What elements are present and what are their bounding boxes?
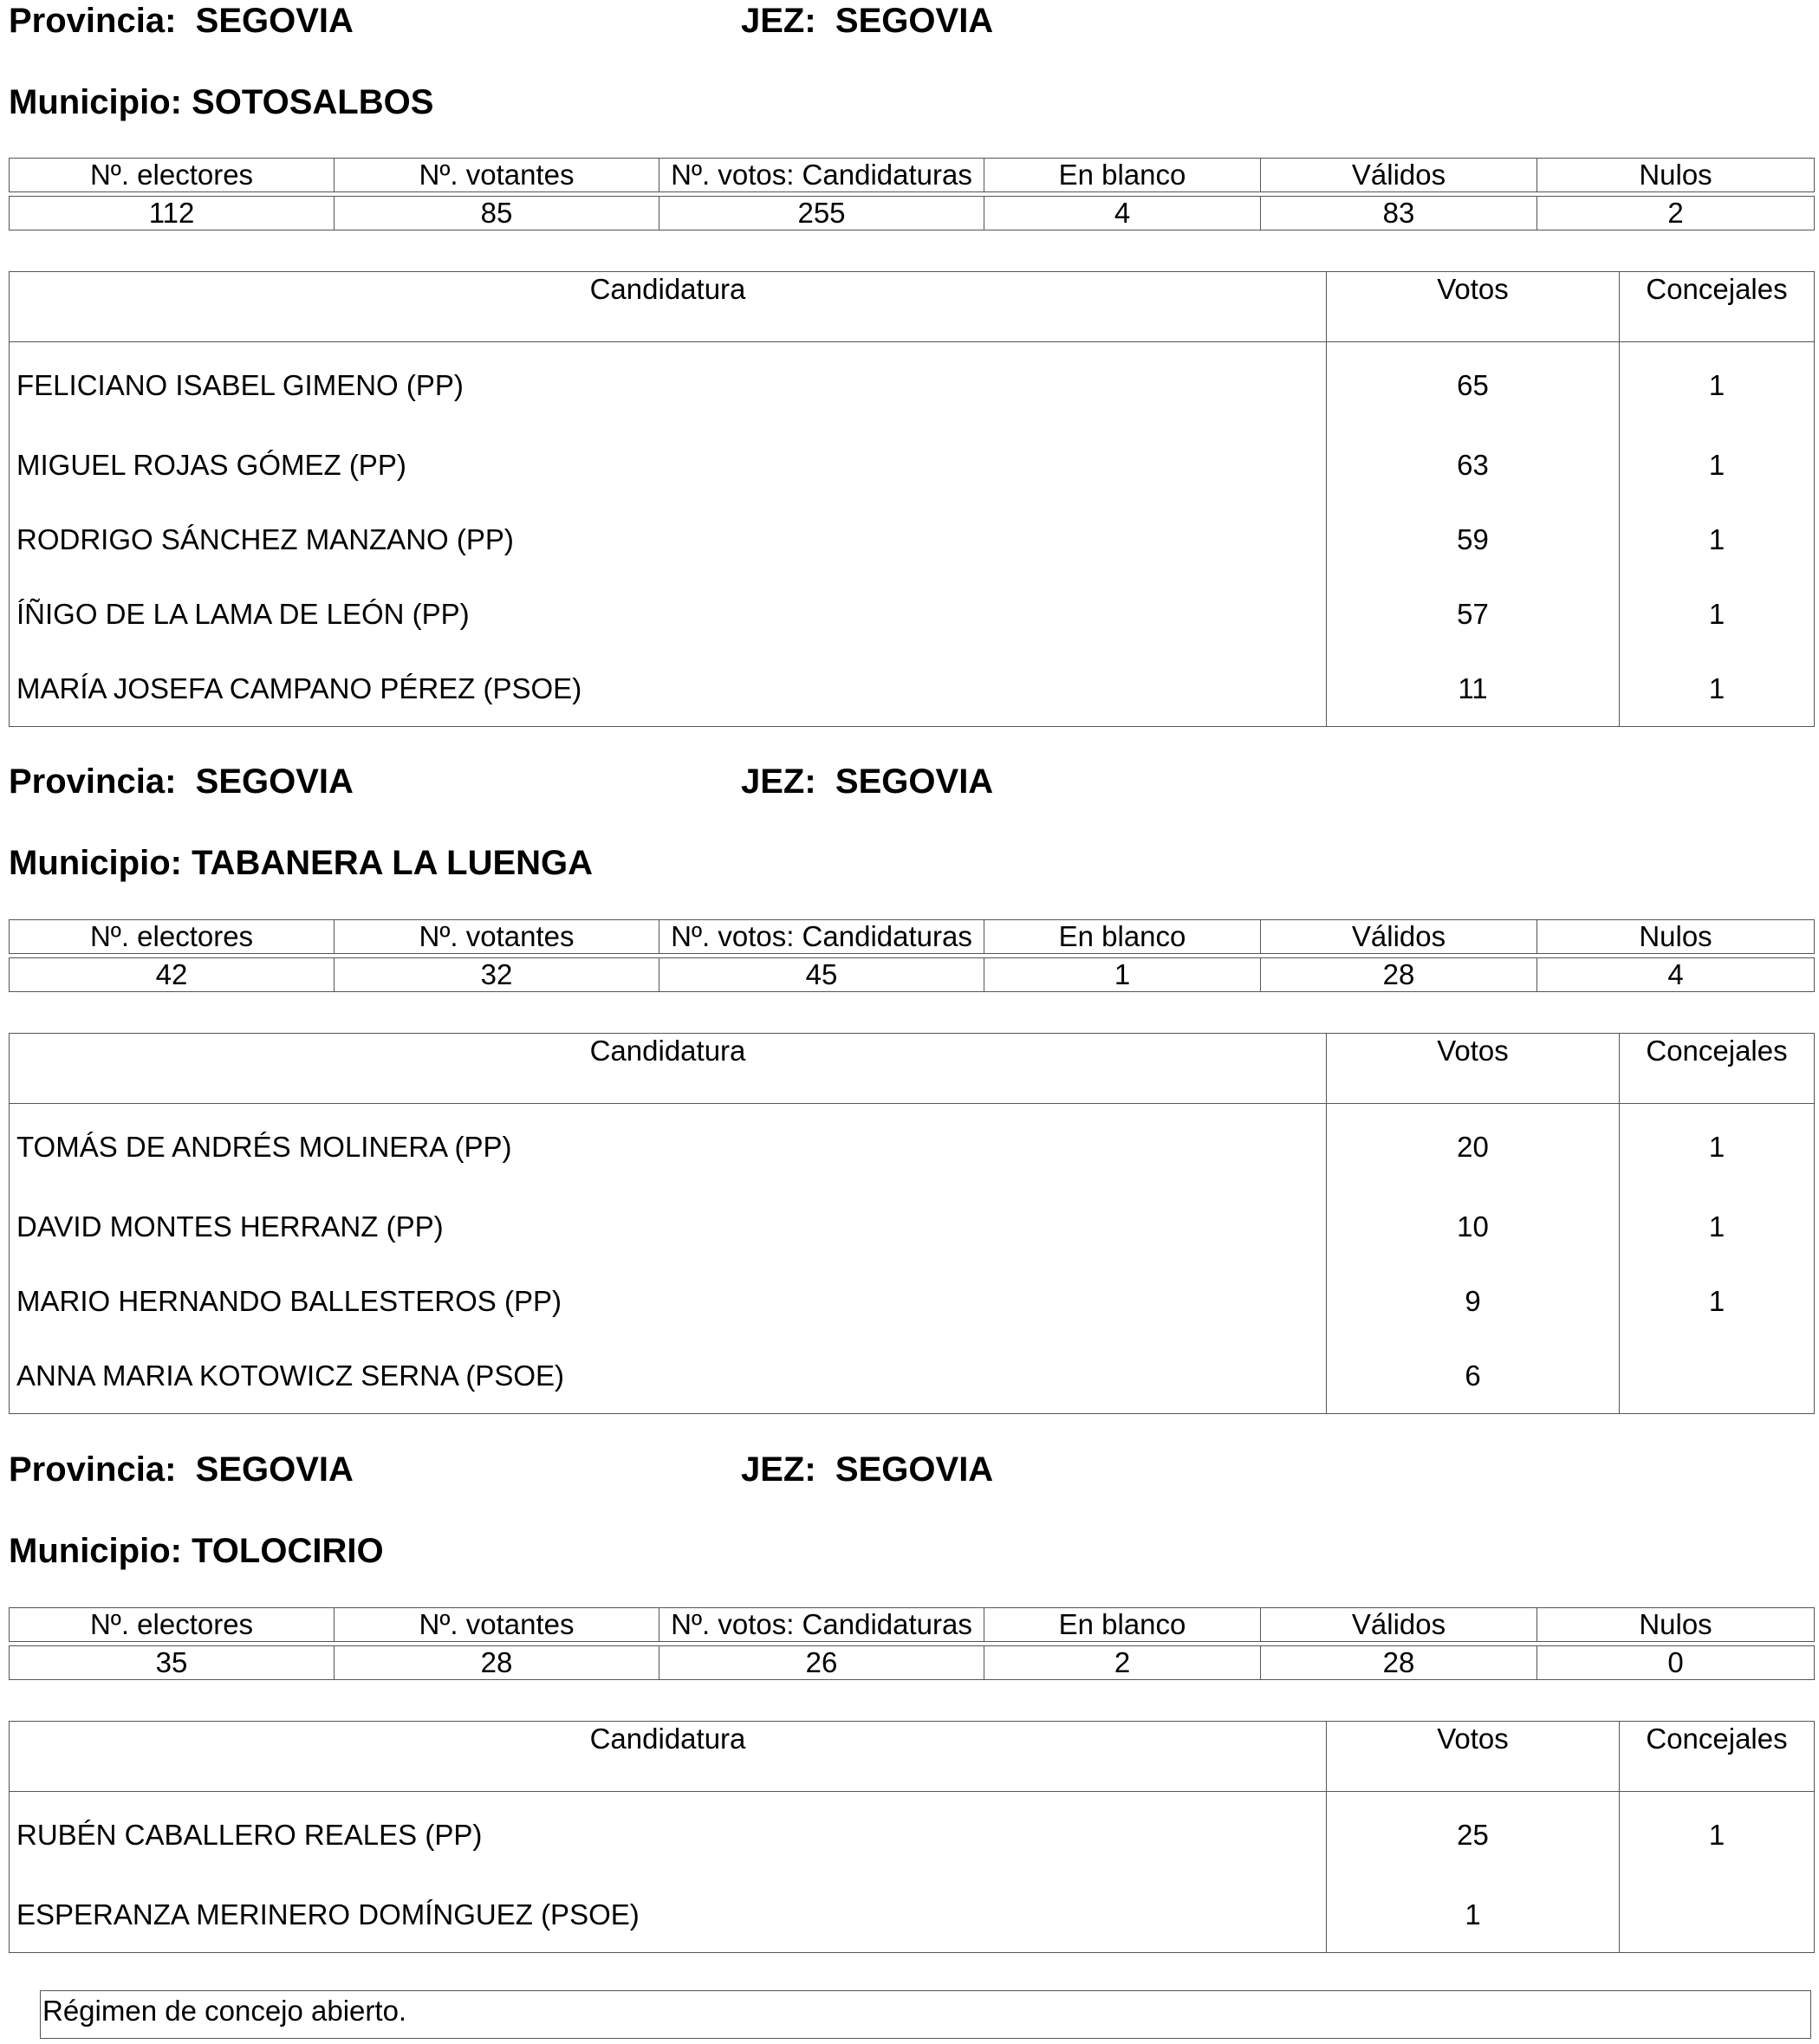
value-validos: 83 [1261,197,1537,230]
value-electores: 112 [10,197,335,230]
candidate-name: MIGUEL ROJAS GÓMEZ (PP) [10,428,1327,503]
value-nulos: 4 [1537,958,1815,992]
provincia-label: Provincia: [9,2,177,40]
stats-value-row [10,197,1815,230]
header-votantes: Nº. votantes [335,1608,659,1642]
value-votos-candidaturas: 26 [659,1646,984,1680]
candidate-name: ANNA MARIA KOTOWICZ SERNA (PSOE) [10,1339,1327,1414]
candidate-name: FELICIANO ISABEL GIMENO (PP) [10,342,1327,429]
provincia-value: SEGOVIA [195,1450,354,1489]
value-en-blanco: 4 [984,197,1261,230]
header-validos: Válidos [1261,920,1537,954]
candidate-votos: 25 [1327,1792,1620,1879]
candidate-row [10,1190,1815,1264]
candidate-concejales: 1 [1620,1104,1815,1191]
header-nulos: Nulos [1537,920,1815,954]
stats-table-1 [9,158,1815,230]
header-votos: Votos [1327,1722,1620,1792]
candidate-votos: 1 [1327,1878,1620,1953]
candidates-table-1 [9,271,1815,727]
candidate-row [10,652,1815,727]
value-en-blanco: 1 [984,958,1261,992]
value-votos-candidaturas: 45 [659,958,984,992]
candidates-header-row [10,1034,1815,1104]
jez-label: JEZ: [741,2,816,40]
municipio-header-1 [9,85,433,120]
provincia-value: SEGOVIA [195,762,354,801]
candidate-concejales: 1 [1620,503,1815,577]
candidate-name: DAVID MONTES HERRANZ (PP) [10,1190,1327,1264]
jez-value: SEGOVIA [835,1450,994,1489]
municipio-label: Municipio: [9,83,182,121]
candidates-table-2 [9,1033,1815,1414]
candidate-name: RODRIGO SÁNCHEZ MANZANO (PP) [10,503,1327,577]
candidate-concejales: 1 [1620,577,1815,652]
candidate-name: MARIO HERNANDO BALLESTEROS (PP) [10,1264,1327,1339]
jez-value: SEGOVIA [835,2,994,40]
candidate-votos: 63 [1327,428,1620,503]
value-votantes: 28 [335,1646,659,1680]
value-en-blanco: 2 [984,1646,1261,1680]
candidates-header-row [10,1722,1815,1792]
header-votantes: Nº. votantes [335,920,659,954]
municipio-value: TABANERA LA LUENGA [192,844,594,882]
header-validos: Válidos [1261,1608,1537,1642]
header-votantes: Nº. votantes [335,159,659,192]
jez-label: JEZ: [741,762,816,801]
value-nulos: 2 [1537,197,1815,230]
stats-table-2 [9,919,1815,992]
candidate-concejales [1620,1878,1815,1953]
candidate-concejales: 1 [1620,342,1815,429]
provincia-label: Provincia: [9,762,177,801]
candidate-row [10,1792,1815,1879]
candidate-votos: 10 [1327,1190,1620,1264]
municipio-label: Municipio: [9,844,182,882]
header-nulos: Nulos [1537,1608,1815,1642]
value-votos-candidaturas: 255 [659,197,984,230]
header-concejales: Concejales [1620,1034,1815,1104]
jez-header-3 [741,1452,993,1487]
header-votos: Votos [1327,272,1620,342]
stats-header-row [10,159,1815,192]
stats-header-row [10,920,1815,954]
candidate-row [10,1104,1815,1191]
provincia-value: SEGOVIA [195,2,354,40]
candidate-concejales: 1 [1620,1792,1815,1879]
candidate-row [10,1878,1815,1953]
candidate-votos: 9 [1327,1264,1620,1339]
provincia-header-3 [9,1452,354,1487]
municipio-label: Municipio: [9,1532,182,1570]
municipio-header-3 [9,1534,384,1568]
header-votos-candidaturas: Nº. votos: Candidaturas [659,920,984,954]
header-en-blanco: En blanco [984,1608,1261,1642]
candidate-concejales: 1 [1620,1264,1815,1339]
provincia-label: Provincia: [9,1450,177,1489]
candidate-row [10,1339,1815,1414]
candidate-concejales [1620,1339,1815,1414]
value-validos: 28 [1261,958,1537,992]
header-en-blanco: En blanco [984,920,1261,954]
candidate-concejales: 1 [1620,428,1815,503]
value-votantes: 85 [335,197,659,230]
value-electores: 42 [10,958,335,992]
candidate-concejales: 1 [1620,652,1815,727]
municipio-value: SOTOSALBOS [192,83,434,121]
header-electores: Nº. electores [10,159,335,192]
header-candidatura: Candidatura [10,1034,1327,1104]
provincia-header-1 [9,3,354,38]
jez-header-1 [741,3,993,38]
municipio-header-2 [9,846,593,880]
note-box: Régimen de concejo abierto. [40,1990,1811,2039]
value-votantes: 32 [335,958,659,992]
stats-value-row [10,958,1815,992]
candidate-name: ÍÑIGO DE LA LAMA DE LEÓN (PP) [10,577,1327,652]
candidate-row [10,503,1815,577]
header-votos-candidaturas: Nº. votos: Candidaturas [659,1608,984,1642]
candidate-row [10,577,1815,652]
candidate-votos: 59 [1327,503,1620,577]
candidate-votos: 6 [1327,1339,1620,1414]
stats-table-3 [9,1607,1815,1680]
candidate-name: RUBÉN CABALLERO REALES (PP) [10,1792,1327,1879]
candidate-row [10,1264,1815,1339]
header-concejales: Concejales [1620,1722,1815,1792]
header-concejales: Concejales [1620,272,1815,342]
value-nulos: 0 [1537,1646,1815,1680]
stats-value-row [10,1646,1815,1680]
provincia-header-2 [9,764,354,799]
candidates-table-3 [9,1721,1815,1953]
value-validos: 28 [1261,1646,1537,1680]
municipio-value: TOLOCIRIO [192,1532,384,1570]
header-validos: Válidos [1261,159,1537,192]
header-candidatura: Candidatura [10,272,1327,342]
candidate-concejales: 1 [1620,1190,1815,1264]
header-electores: Nº. electores [10,1608,335,1642]
candidate-votos: 57 [1327,577,1620,652]
candidate-votos: 65 [1327,342,1620,429]
header-en-blanco: En blanco [984,159,1261,192]
header-candidatura: Candidatura [10,1722,1327,1792]
jez-header-2 [741,764,993,799]
candidate-votos: 11 [1327,652,1620,727]
candidate-name: ESPERANZA MERINERO DOMÍNGUEZ (PSOE) [10,1878,1327,1953]
header-nulos: Nulos [1537,159,1815,192]
stats-header-row [10,1608,1815,1642]
value-electores: 35 [10,1646,335,1680]
jez-label: JEZ: [741,1450,816,1489]
header-votos-candidaturas: Nº. votos: Candidaturas [659,159,984,192]
jez-value: SEGOVIA [835,762,994,801]
candidate-row [10,428,1815,503]
candidate-name: MARÍA JOSEFA CAMPANO PÉREZ (PSOE) [10,652,1327,727]
header-votos: Votos [1327,1034,1620,1104]
header-electores: Nº. electores [10,920,335,954]
candidate-votos: 20 [1327,1104,1620,1191]
candidate-row [10,342,1815,429]
candidates-header-row [10,272,1815,342]
candidate-name: TOMÁS DE ANDRÉS MOLINERA (PP) [10,1104,1327,1191]
